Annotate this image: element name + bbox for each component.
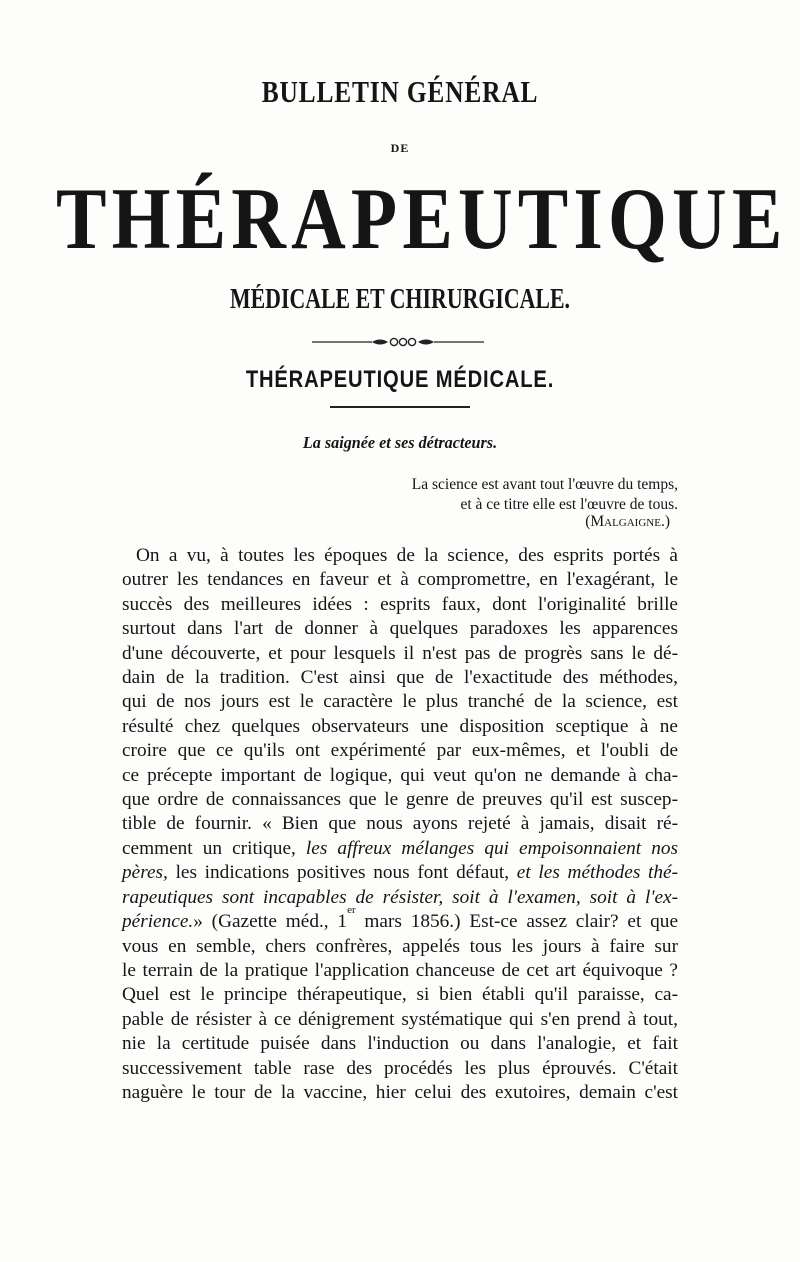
body-line: tible de fournir. « Bien que nous ayons rejeté à jamais, disait ré- [122, 813, 678, 835]
journal-subtitle: MÉDICALE ET CHIRURGICALE. [229, 284, 570, 315]
body-line: successivement table rase des procédés les plus éprouvés. C'était [122, 1057, 678, 1079]
journal-title: THÉRAPEUTIQUE [56, 171, 788, 268]
body-line: dain de la tradition. C'est ainsi que de l'exactitude des méthodes, [122, 667, 678, 689]
body-line: qui de nos jours est le caractère le plus tranché de la science, est [122, 691, 678, 713]
ordinal-superscript: er [347, 904, 356, 917]
epigraph-line-2: et à ce titre elle est l'œuvre de tous. [460, 496, 678, 513]
italic-quote: périence. [122, 911, 194, 933]
body-line: croire que ce qu'ils ont expérimenté par eux-mêmes, et l'oubli de [122, 740, 678, 762]
section-title: THÉRAPEUTIQUE MÉDICALE. [245, 366, 555, 393]
body-line: nie la certitude puisée dans l'induction ou dans l'analogie, et fait [122, 1033, 678, 1055]
body-line: que ordre de connaissances que le genre de preuves qu'il est suscep- [122, 789, 678, 811]
ornament-divider [312, 336, 484, 348]
body-line: naguère le tour de la vaccine, hier celui des exutoires, demain c'est [122, 1081, 678, 1103]
italic-quote: les affreux mélanges qui empoisonnaient nos [305, 837, 679, 859]
body-line [122, 837, 678, 861]
divider-rule [330, 406, 470, 408]
body-line: le terrain de la pratique l'application chanceuse de cet art équivoque ? [122, 959, 678, 981]
body-text: cemment un critique, [122, 837, 306, 859]
body-line: pable de résister à ce dénigrement systématique qui s'en prend à tout, [122, 1008, 678, 1030]
epigraph-author: (Malgaigne.) [585, 513, 670, 530]
body-text: les indications positives nous font défaut, [167, 862, 517, 884]
body-line: ce précepte important de logique, qui veut qu'on ne demande à cha- [122, 764, 678, 786]
body-line: Quel est le principe thérapeutique, si bien établi qu'il paraisse, ca- [122, 984, 678, 1006]
body-line [122, 904, 678, 934]
italic-quote: pères, [122, 862, 168, 884]
body-text: mars 1856.) Est-ce assez clair? et que [355, 911, 678, 933]
body-line: outrer les tendances en faveur et à compromettre, en l'exagérant, le [122, 569, 678, 591]
body-line: surtout dans l'art de donner à quelques paradoxes les apparences [122, 618, 678, 640]
body-line: vous en semble, chers confrères, appelés tous les jours à faire sur [122, 935, 678, 957]
epigraph-line-1: La science est avant tout l'œuvre du temps, [411, 476, 678, 493]
body-line: succès des meilleures idées : esprits faux, dont l'originalité brille [122, 593, 678, 615]
italic-quote: et les méthodes thé- [516, 862, 679, 884]
journal-name-connector: DE [390, 141, 410, 155]
journal-name: BULLETIN GÉNÉRAL [261, 74, 539, 109]
body-line [122, 886, 678, 910]
body-line: résulté chez quelques observateurs une disposition sceptique à ne [122, 715, 678, 737]
article-body [122, 544, 678, 1105]
body-text: » (Gazette méd., 1 [193, 911, 348, 933]
body-line [122, 861, 678, 885]
article-title: La saignée et ses détracteurs. [302, 433, 498, 452]
body-line: On a vu, à toutes les époques de la science, des esprits portés à [136, 545, 678, 566]
italic-quote: rapeutiques sont incapables de résister, soit à l'examen, soit à l'ex- [122, 886, 678, 908]
body-line: d'une découverte, et pour lesquels il n'est pas de progrès sans le dé- [122, 642, 678, 664]
